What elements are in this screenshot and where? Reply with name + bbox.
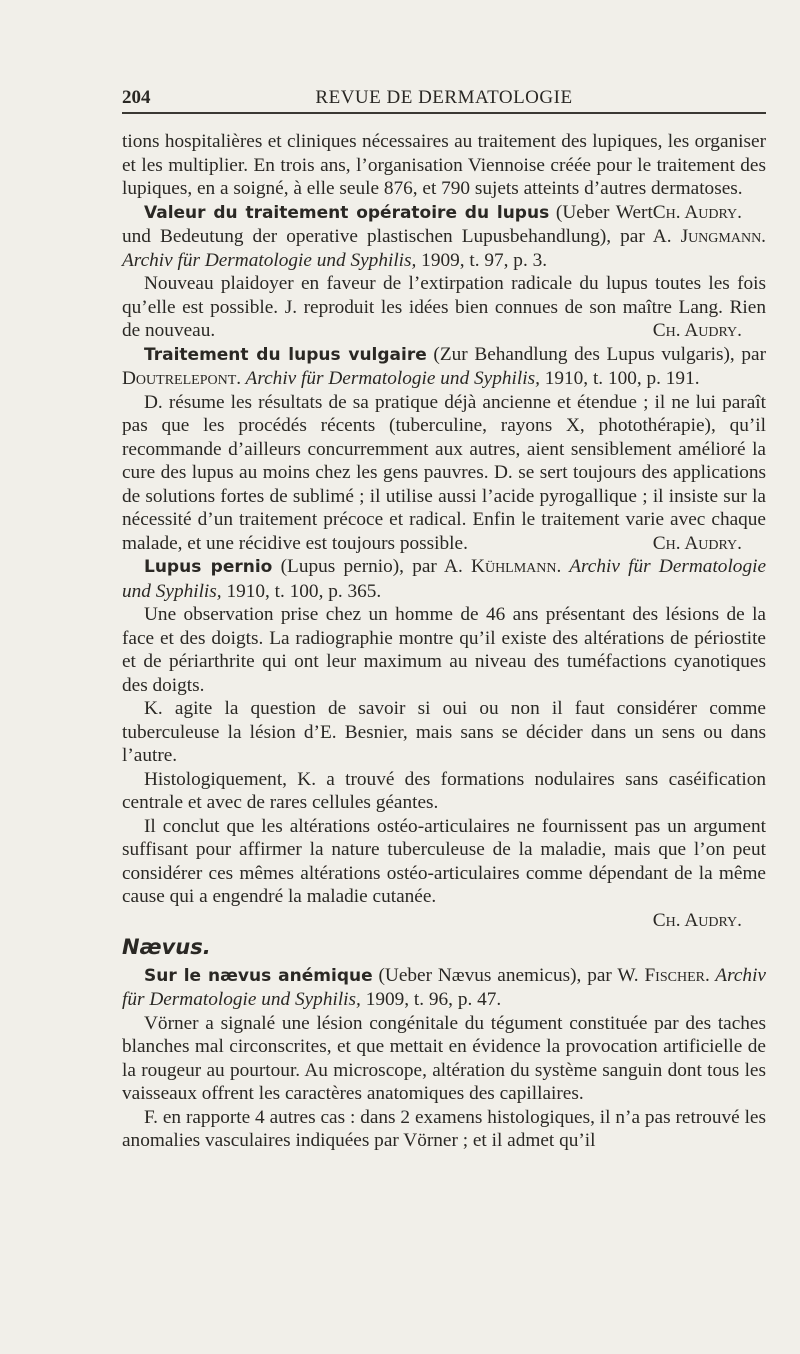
paragraph-6: Histologiquement, K. a trouvé des formations nodulaires sans caséification centrale et avec de rares cellules géantes. xyxy=(122,768,766,813)
signature: Ch. Audry. xyxy=(652,201,742,223)
article-title: Lupus pernio xyxy=(144,557,273,577)
running-header xyxy=(122,84,766,114)
paragraph-8: Vörner a signalé une lésion congénitale du tégument constituée par des taches blanches mal circonscrites, et que mettait en évidence la provocation artificielle de la rougeur au pourtour. Au microscope, altération du système sanguin dont tous les vaisseaux offrent les caractères anatomiques des capillaires. xyxy=(122,1012,766,1104)
signature: Ch. Audry. xyxy=(652,532,742,554)
journal-name: Archiv für Dermatologie und Syphilis, xyxy=(122,964,766,1010)
paragraph-4: Une observation prise chez un homme de 46 ans présentant des lésions de la face et des doigts. La radiographie montre qu’il existe des altérations de périostite et de périarthrite qui ont leur maximum au niveau des tuméfactions cyanotiques des doigts. xyxy=(122,604,766,696)
author-name: Doutrelepont. xyxy=(122,368,242,389)
article-title: Sur le nævus anémique xyxy=(144,965,373,986)
paragraph-1: tions hospitalières et cliniques nécessaires au traitement des lupiques, les organiser et les multiplier. En trois ans, l’organisation Viennoise créée pour le traitement des lupiques, en a soigné, à elle seule 876, et 790 sujets atteints d’autres dermatoses. Ch. Audry. xyxy=(122,131,766,223)
paragraph-9: F. en rapporte 4 autres cas : dans 2 examens histologiques, il n’a pas retrouvé les anomalies vasculaires indiquées par Vörner ; et il admet qu’il xyxy=(122,1106,766,1151)
journal-name: Archiv für Dermatologie und Syphilis, xyxy=(241,368,540,389)
paragraph-3: D. résume les résultats de sa pratique déjà ancienne et étendue ; il ne lui paraît pas que les procédés récents (tuberculine, rayons X, photothérapie), qu’il recommande d’ailleurs concurremment aux autres, aient sensiblement amélioré la cure des lupus au moins chez les gens pauvres. D. se sert toujours des applications de solutions fortes de sublimé ; il utilise aussi l’acide pyrogallique ; il insiste sur la nécessité d’un traitement précoce et radical. Enfin le traitement varie avec chaque malade, et une récidive est toujours possible. Ch. Audry. xyxy=(122,391,766,554)
author-name: Fischer. xyxy=(644,964,710,986)
page-number: 204 xyxy=(122,87,151,108)
article-body xyxy=(122,130,766,1153)
paragraph-5: K. agite la question de savoir si oui ou non il faut considérer comme tuberculeuse la lésion d’E. Besnier, mais sans se décider dans un sens ou dans l’autre. xyxy=(122,698,766,766)
running-title: REVUE DE DERMATOLOGIE xyxy=(315,87,573,108)
article-heading-1: Valeur du traitement opératoire du lupus (Ueber Wert und Bedeutung der operative plastischen Lupusbehandlung), par A. Jungmann. Archiv für Dermatologie und Syphilis, 1909, t. 97, p. 3. xyxy=(122,201,766,271)
section-heading: Nævus. xyxy=(122,935,211,959)
article-title: Valeur du traitement opératoire du lupus xyxy=(144,202,550,223)
author-name: Jungmann. xyxy=(680,226,766,247)
journal-name: Archiv für Dermatologie und Syphilis, xyxy=(122,249,417,271)
signature: Ch. Audry. xyxy=(652,320,742,341)
author-name: Kühlmann. xyxy=(471,556,562,577)
signature: Ch. Audry. xyxy=(652,909,742,931)
paragraph-2: Nouveau plaidoyer en faveur de l’extirpation radicale du lupus toutes les fois qu’elle est possible. J. reproduit les idées bien connues de son maître Lang. Rien de nouveau. Ch. Audry. xyxy=(122,273,766,341)
paragraph-7: Il conclut que les altérations ostéo-articulaires ne fournissent pas un argument suffisant pour affirmer la nature tuberculeuse de la maladie, mais que l’on peut considérer ces mêmes altérations ostéo-articulaires comme dépendant de la même cause qui a engendré la maladie cutanée. Ch. Audry. xyxy=(122,815,766,931)
article-heading-3: Lupus pernio (Lupus pernio), par A. Kühlmann. Archiv für Dermatologie und Syphilis, 1910, t. 100, p. 365. xyxy=(122,556,766,602)
article-heading-2: Traitement du lupus vulgaire (Zur Behandlung des Lupus vulgaris), par Doutrelepont. Archiv für Dermatologie und Syphilis, 1910, t. 100, p. 191. xyxy=(122,343,767,389)
article-title: Traitement du lupus vulgaire xyxy=(144,344,427,365)
article-heading-4: Sur le nævus anémique (Ueber Nævus anemicus), par W. Fischer. Archiv für Dermatologie und Syphilis, 1909, t. 96, p. 47. xyxy=(122,964,766,1010)
journal-name: Archiv für Dermatologie und Syphilis, xyxy=(122,556,766,602)
